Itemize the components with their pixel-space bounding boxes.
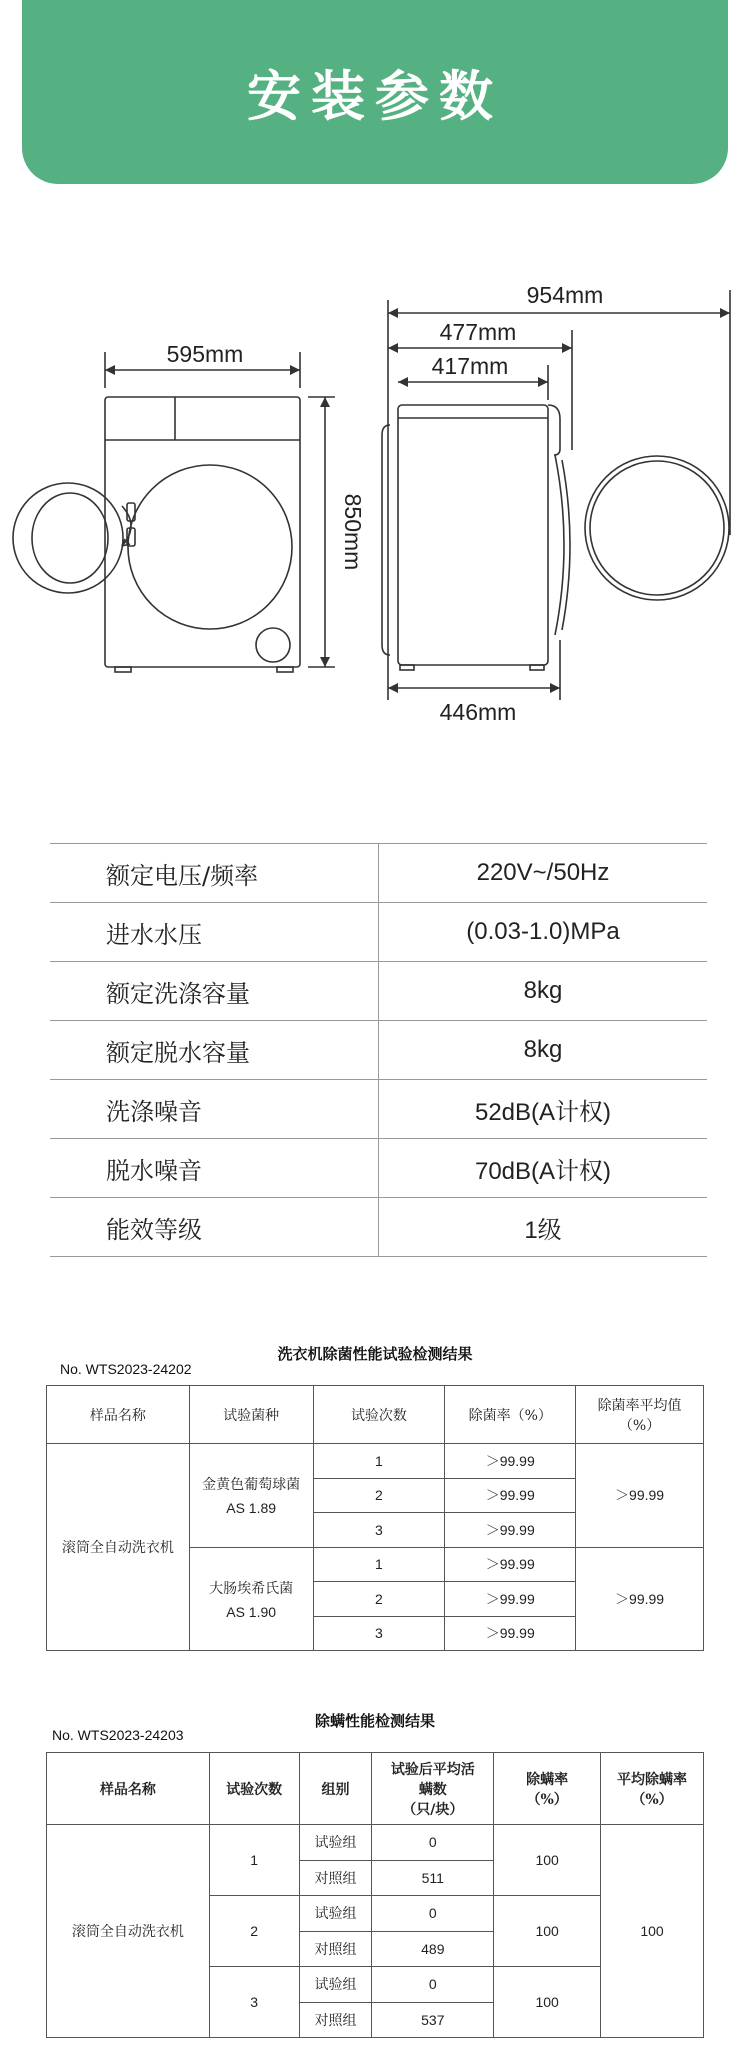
spec-row <box>50 1198 707 1257</box>
table-row: 对照组 537 <box>47 2002 704 2038</box>
avg-cell: ＞99.99 <box>576 1444 704 1548</box>
header-runs: 试验次数 <box>209 1753 299 1825</box>
report1-title: 洗衣机除菌性能试验检测结果 <box>277 1345 473 1363</box>
depth-with-door-label: 477mm <box>439 319 517 345</box>
strain-cell: 大肠埃希氏菌 AS 1.90 <box>189 1547 313 1651</box>
dimension-diagram <box>0 270 750 750</box>
page-title: 安装参数 <box>247 64 503 128</box>
spec-label: 额定洗涤容量 <box>50 962 379 1021</box>
table-row: 2 ＞99.99 <box>47 1582 704 1617</box>
header-banner <box>22 0 728 184</box>
spec-value: (0.03-1.0)MPa <box>379 903 708 962</box>
spec-table <box>50 843 707 1257</box>
spec-row <box>50 844 707 903</box>
spec-value: 8kg <box>379 1021 708 1080</box>
filter-cover <box>256 628 290 662</box>
header-group: 组别 <box>299 1753 372 1825</box>
depth-base-label: 446mm <box>439 699 517 725</box>
depth-total-label: 954mm <box>526 282 604 308</box>
strain-cell: 金黄色葡萄球菌 AS 1.89 <box>189 1444 313 1548</box>
table-row: 对照组 511 <box>47 1860 704 1896</box>
sample-name: 滚筒全自动洗衣机 <box>47 1825 210 2038</box>
report2-table <box>46 1752 704 2038</box>
height-label: 850mm <box>340 493 366 571</box>
door-outer <box>13 483 123 593</box>
table-row: 3 ＞99.99 <box>47 1616 704 1651</box>
spec-label: 脱水噪音 <box>50 1139 379 1198</box>
report2-number: No. WTS2023-24203 <box>52 1727 184 1743</box>
spec-value: 1级 <box>379 1198 708 1257</box>
header-sample: 样品名称 <box>47 1386 190 1444</box>
header-rate: 除菌率（%） <box>445 1386 576 1444</box>
table-row: 2 试验组 0 100 <box>47 1896 704 1932</box>
header-avg: 除菌率平均值 （%） <box>576 1386 704 1444</box>
width-label: 595mm <box>166 341 244 367</box>
avg-cell: ＞99.99 <box>576 1547 704 1651</box>
table-row: 大肠埃希氏菌 AS 1.90 1 ＞99.99 ＞99.99 <box>47 1547 704 1582</box>
sample-name: 滚筒全自动洗衣机 <box>47 1444 190 1651</box>
spec-row <box>50 1080 707 1139</box>
report1-number: No. WTS2023-24202 <box>60 1361 192 1377</box>
report1-table <box>46 1385 704 1651</box>
spec-label: 进水水压 <box>50 903 379 962</box>
spec-label: 额定脱水容量 <box>50 1021 379 1080</box>
header-sample: 样品名称 <box>47 1753 210 1825</box>
spec-value: 8kg <box>379 962 708 1021</box>
table-header-row <box>47 1753 704 1825</box>
avg-cell: 100 <box>601 1825 704 2038</box>
spec-label: 能效等级 <box>50 1198 379 1257</box>
spec-label: 额定电压/频率 <box>50 844 379 903</box>
header-rate: 除螨率 （%） <box>494 1753 601 1825</box>
spec-value: 70dB(A计权) <box>379 1139 708 1198</box>
report2-title: 除螨性能检测结果 <box>314 1712 435 1730</box>
side-view-body <box>398 405 548 665</box>
spec-label: 洗涤噪音 <box>50 1080 379 1139</box>
table-row: 对照组 489 <box>47 1931 704 1967</box>
header-strain: 试验菌种 <box>189 1386 313 1444</box>
table-row: 3 ＞99.99 <box>47 1513 704 1548</box>
table-row: 2 ＞99.99 <box>47 1478 704 1513</box>
door-side <box>585 456 729 600</box>
header-runs: 试验次数 <box>313 1386 445 1444</box>
spec-value: 220V~/50Hz <box>379 844 708 903</box>
front-drum-window <box>128 465 292 629</box>
spec-row <box>50 962 707 1021</box>
table-row: 滚筒全自动洗衣机 1 试验组 0 100 100 <box>47 1825 704 1861</box>
depth-body-label: 417mm <box>431 353 509 379</box>
header-mite-count: 试验后平均活 螨数 （只/块） <box>372 1753 494 1825</box>
spec-row <box>50 903 707 962</box>
header-avg: 平均除螨率 （%） <box>601 1753 704 1825</box>
spec-value: 52dB(A计权) <box>379 1080 708 1139</box>
table-row: 3 试验组 0 100 <box>47 1967 704 2003</box>
table-header-row <box>47 1386 704 1444</box>
table-row: 滚筒全自动洗衣机 金黄色葡萄球菌 AS 1.89 1 ＞99.99 ＞99.99 <box>47 1444 704 1479</box>
spec-row <box>50 1021 707 1080</box>
spec-row <box>50 1139 707 1198</box>
